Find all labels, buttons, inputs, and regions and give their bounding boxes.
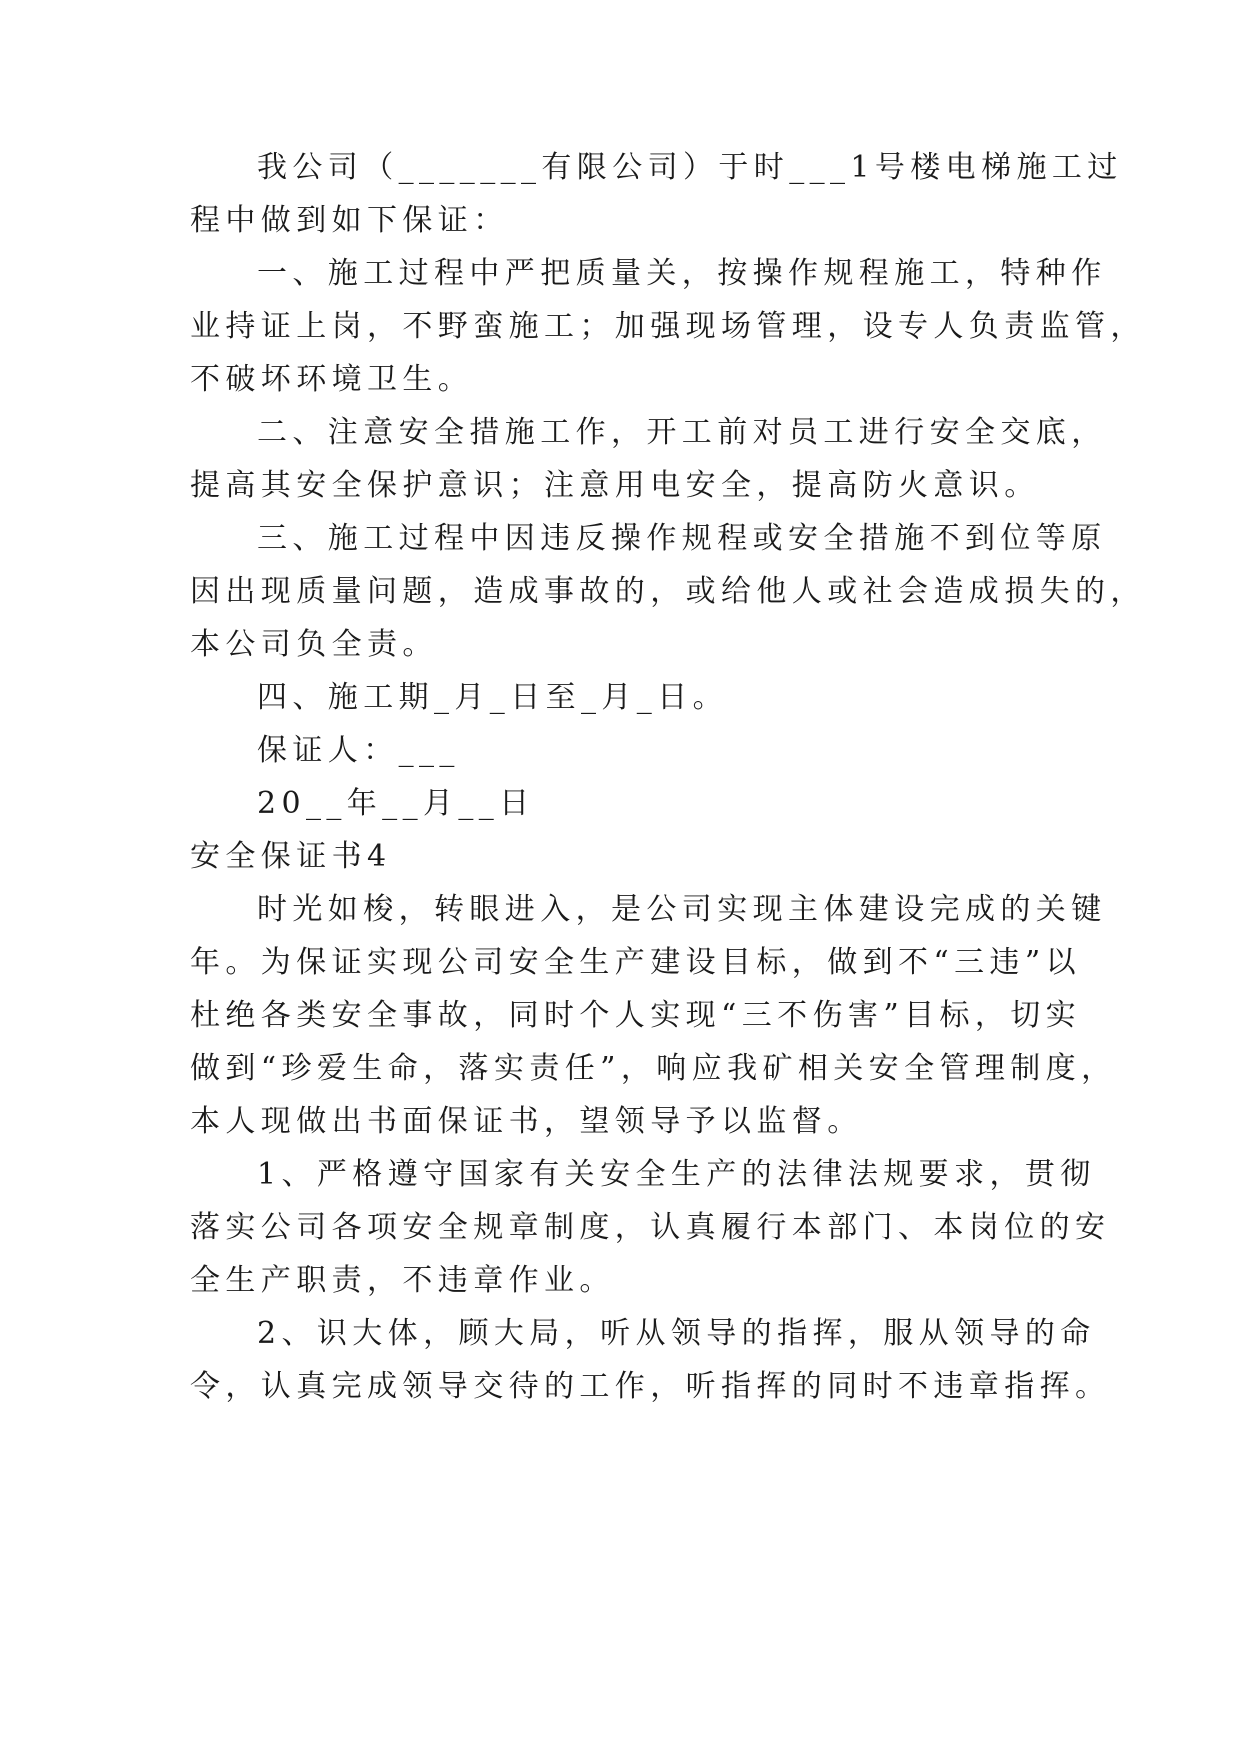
- paragraph-guarantee-intro-line-2: 程中做到如下保证：: [190, 203, 509, 238]
- paragraph-intro-line-3: 杜绝各类安全事故，同时个人实现“三不伤害”目标，切实: [190, 998, 1082, 1033]
- paragraph-rule-2-line-1: 2、识大体，顾大局，听从领导的指挥，服从领导的命: [257, 1316, 1096, 1351]
- section-heading-safety-guarantee-4: 安全保证书4: [190, 839, 392, 874]
- paragraph-rule-1-line-1: 1、严格遵守国家有关安全生产的法律法规要求，贯彻: [257, 1157, 1096, 1192]
- paragraph-item-2-line-1: 二、注意安全措施工作，开工前对员工进行安全交底，: [257, 415, 1107, 450]
- paragraph-intro-line-1: 时光如梭，转眼进入，是公司实现主体建设完成的关键: [257, 892, 1107, 927]
- paragraph-intro-line-2: 年。为保证实现公司安全生产建设目标，做到不“三违”以: [190, 945, 1082, 980]
- paragraph-intro-line-4: 做到“珍爱生命，落实责任”，响应我矿相关安全管理制度，: [190, 1051, 1117, 1086]
- paragraph-item-1-line-2: 业持证上岗，不野蛮施工；加强现场管理，设专人负责监管，: [190, 309, 1146, 344]
- paragraph-item-1-line-1: 一、施工过程中严把质量关，按操作规程施工，特种作: [257, 256, 1107, 291]
- paragraph-item-4: 四、施工期_月_日至_月_日。: [257, 680, 728, 715]
- date-line: 20__年__月__日: [257, 786, 535, 821]
- paragraph-item-1-line-3: 不破坏环境卫生。: [190, 362, 474, 397]
- paragraph-item-2-line-2: 提高其安全保护意识；注意用电安全，提高防火意识。: [190, 468, 1040, 503]
- paragraph-item-3-line-3: 本公司负全责。: [190, 627, 438, 662]
- paragraph-item-3-line-1: 三、施工过程中因违反操作规程或安全措施不到位等原: [257, 521, 1107, 556]
- paragraph-rule-2-line-2: 令，认真完成领导交待的工作，听指挥的同时不违章指挥。: [190, 1369, 1111, 1404]
- paragraph-rule-1-line-2: 落实公司各项安全规章制度，认真履行本部门、本岗位的安: [190, 1210, 1111, 1245]
- paragraph-item-3-line-2: 因出现质量问题，造成事故的，或给他人或社会造成损失的，: [190, 574, 1146, 609]
- paragraph-rule-1-line-3: 全生产职责，不违章作业。: [190, 1263, 615, 1298]
- paragraph-guarantee-intro-line-1: 我公司（_______有限公司）于时___1号楼电梯施工过: [257, 150, 1123, 185]
- guarantor-line: 保证人：___: [257, 733, 460, 768]
- paragraph-intro-line-5: 本人现做出书面保证书，望领导予以监督。: [190, 1104, 863, 1139]
